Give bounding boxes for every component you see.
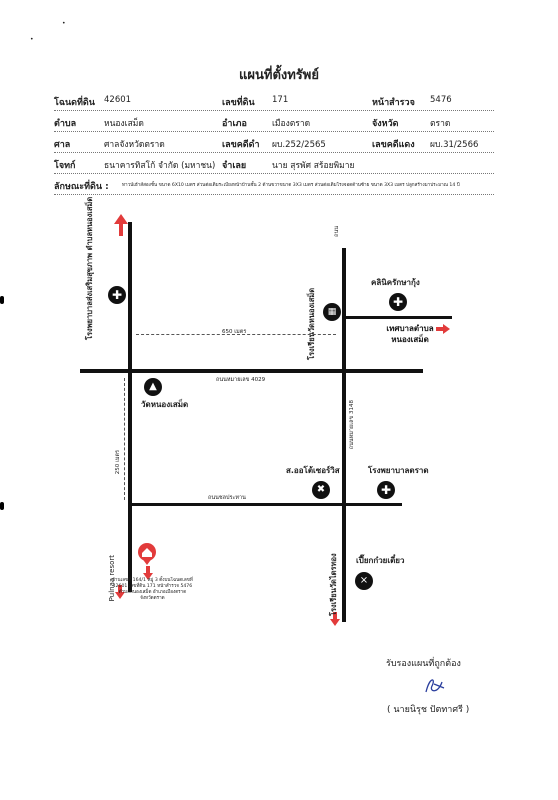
land-desc-label: ลักษณะที่ดิน : <box>54 182 109 192</box>
defendant-label: จำเลย <box>222 161 247 171</box>
red-case-label: เลขคดีแดง <box>372 140 415 150</box>
province-label: จังหวัด <box>372 119 399 129</box>
address-line: บ้านเลขที่ 164/1 หมู่ 3 ตั้งบนโฉนดเลขที่ <box>112 578 193 583</box>
court-value: ศาลจังหวัดตราด <box>104 140 165 150</box>
school-bottom-label: โรงเรียนวัดไตรทอง <box>329 553 338 616</box>
home-pin-icon <box>137 543 157 565</box>
red-case-value: ผบ.31/2566 <box>430 140 479 150</box>
defendant-value: นาย สุรพัศ สร้อยพิมาย <box>272 161 355 171</box>
distance-250-line <box>124 378 125 500</box>
hospital-cross-icon: ✚ <box>108 286 126 304</box>
temple-icon: ▲ <box>144 378 162 396</box>
survey-page-label: หน้าสำรวจ <box>372 98 415 108</box>
clinic-cross-icon: ✚ <box>389 293 407 311</box>
clinic-label: คลินิครักษากุ้ง <box>371 278 420 287</box>
info-row <box>54 132 494 153</box>
black-case-value: ผบ.252/2565 <box>272 140 326 150</box>
hospital-cross-icon: ✚ <box>377 481 395 499</box>
deed-value: 42601 <box>104 95 132 105</box>
plaintiff-value: ธนาคารทิสโก้ จำกัด (มหาชน) <box>104 161 216 171</box>
school-top-label: โรงเรียนวัดหนองเสม็ด <box>307 287 316 360</box>
punch-hole-mark <box>0 296 4 304</box>
wrench-tools-icon: ✖ <box>312 481 330 499</box>
land-no-value: 171 <box>272 95 289 105</box>
distance-650-line <box>136 334 336 335</box>
plaintiff-label: โจทก์ <box>54 161 76 171</box>
distance-650-label: 650 เมตร <box>222 329 247 335</box>
punch-hole-mark <box>0 502 4 510</box>
road-branch-right <box>346 316 452 319</box>
subdistrict-value: หนองเสม็ด <box>104 119 144 129</box>
school-building-icon: ▦ <box>323 303 341 321</box>
address-line: 42601 เลขที่ดิน 171 หน้าสำรวจ 5476 <box>112 584 193 589</box>
info-row <box>54 111 494 132</box>
address-line: จังหวัดตราด <box>140 596 165 601</box>
property-address <box>112 578 193 602</box>
page-title: แผนที่ตั้งทรัพย์ <box>239 68 319 83</box>
certify-text: รับรองแผนที่ถูกต้อง <box>386 659 461 669</box>
info-row <box>54 90 494 111</box>
land-no-label: เลขที่ดิน <box>222 98 255 108</box>
corner-mark: • <box>30 36 34 43</box>
district-value: เมืองตราด <box>272 119 311 129</box>
utensils-icon: ⨯ <box>355 572 373 590</box>
road-3148-label: ถนนหมายเลข 3148 <box>349 400 355 450</box>
info-row <box>54 174 494 195</box>
survey-page-value: 5476 <box>430 95 452 105</box>
municipality-text: เทศบาลตำบล หนองเสม็ด <box>386 324 434 344</box>
address-line: ตำบลหนองเสม็ด อำเภอเมืองตราด <box>118 590 187 595</box>
noodle-shop-label: เปี๊ยกก๋วยเตี๋ยว <box>356 556 405 565</box>
land-desc-value: ทาวน์เฮ้าส์สองชั้น ขนาด 6X10 เมตร ส่วนต่อเติมระเบียงหน้าบ้านชั้น 2 ด้านขวาขนาด 3X3 เมตร ส่วนต่อเติมโรงจอดด้านซ้าย ขนาด 3X3 เมตร ปลูกสร้างมาประมาณ 14 ปี <box>122 183 460 188</box>
hospital-trat-label: โรงพยาบาลตราด <box>368 466 429 475</box>
black-case-label: เลขคดีดำ <box>222 140 260 150</box>
road-pracha-label: ถนนชลประทาน <box>208 495 246 501</box>
road-4029-label: ถนนหมายเลข 4029 <box>216 377 266 383</box>
district-label: อำเภอ <box>222 119 247 129</box>
municipality-label <box>380 323 440 345</box>
hospital-left-label: โรงพยาบาลส่งเสริมสุขภาพ ตำบลหนองเสม็ด <box>85 196 94 340</box>
province-value: ตราด <box>430 119 451 129</box>
distance-250-label: 250 เมตร <box>115 450 121 475</box>
signer-name: ( นายนิรุช ปัตทาศรี ) <box>387 705 470 715</box>
road-vertical-right <box>342 248 346 622</box>
temple-label: วัดหนองเสม็ด <box>141 400 189 409</box>
subdistrict-label: ตำบล <box>54 119 77 129</box>
deed-label: โฉนดที่ดิน <box>54 98 95 108</box>
resort-label: Pulnaa resort <box>108 555 116 602</box>
auto-service-label: ส.ออโต้เซอร์วิส <box>286 466 340 475</box>
info-row <box>54 153 494 174</box>
signature <box>420 672 450 700</box>
road-pracha <box>130 503 402 506</box>
road-4029 <box>80 369 423 373</box>
road-top-label: ถนน <box>334 226 340 237</box>
court-label: ศาล <box>54 140 71 150</box>
corner-mark: • <box>62 20 66 27</box>
arrow-up-icon <box>114 214 128 236</box>
road-vertical-left <box>128 222 132 592</box>
